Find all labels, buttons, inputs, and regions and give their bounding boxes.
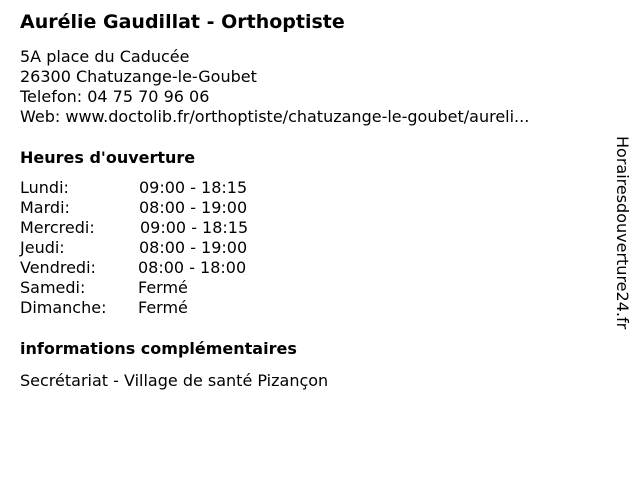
day-label: Lundi: [20,178,69,197]
time-range: Fermé [138,298,188,317]
time-range: 08:00 - 19:00 [139,238,248,257]
day-label: Mardi: [20,198,70,217]
address-street: 5A place du Caducée [20,47,190,66]
day-label: Jeudi: [20,238,65,257]
address-city: 26300 Chatuzange-le-Goubet [20,67,257,86]
hours-row-sunday [20,298,600,318]
time-range: 08:00 - 18:00 [138,258,247,277]
hours-row-wednesday [20,218,600,238]
hours-row-thursday [20,238,600,258]
business-name: Aurélie Gaudillat - Orthoptiste [20,11,345,33]
day-label: Vendredi: [20,258,96,277]
time-range: 09:00 - 18:15 [139,178,248,197]
day-label: Mercredi: [20,218,95,237]
day-label: Samedi: [20,278,86,297]
additional-info-heading: informations complémentaires [20,339,297,358]
website-url: Web: www.doctolib.fr/orthoptiste/chatuzange-le-goubet/aureli... [20,107,530,126]
time-range: Fermé [138,278,188,297]
day-label: Dimanche: [20,298,107,317]
hours-heading: Heures d'ouverture [20,148,196,167]
opening-hours-list [20,178,600,318]
time-range: 08:00 - 19:00 [139,198,248,217]
site-watermark: Horairesdouverture24.fr [613,136,632,330]
hours-row-monday [20,178,600,198]
hours-row-saturday [20,278,600,298]
hours-row-tuesday [20,198,600,218]
time-range: 09:00 - 18:15 [140,218,249,237]
business-listing [20,8,600,391]
hours-row-friday [20,258,600,278]
phone-number: Telefon: 04 75 70 96 06 [20,87,210,106]
additional-info-text: Secrétariat - Village de santé Pizançon [20,371,329,390]
